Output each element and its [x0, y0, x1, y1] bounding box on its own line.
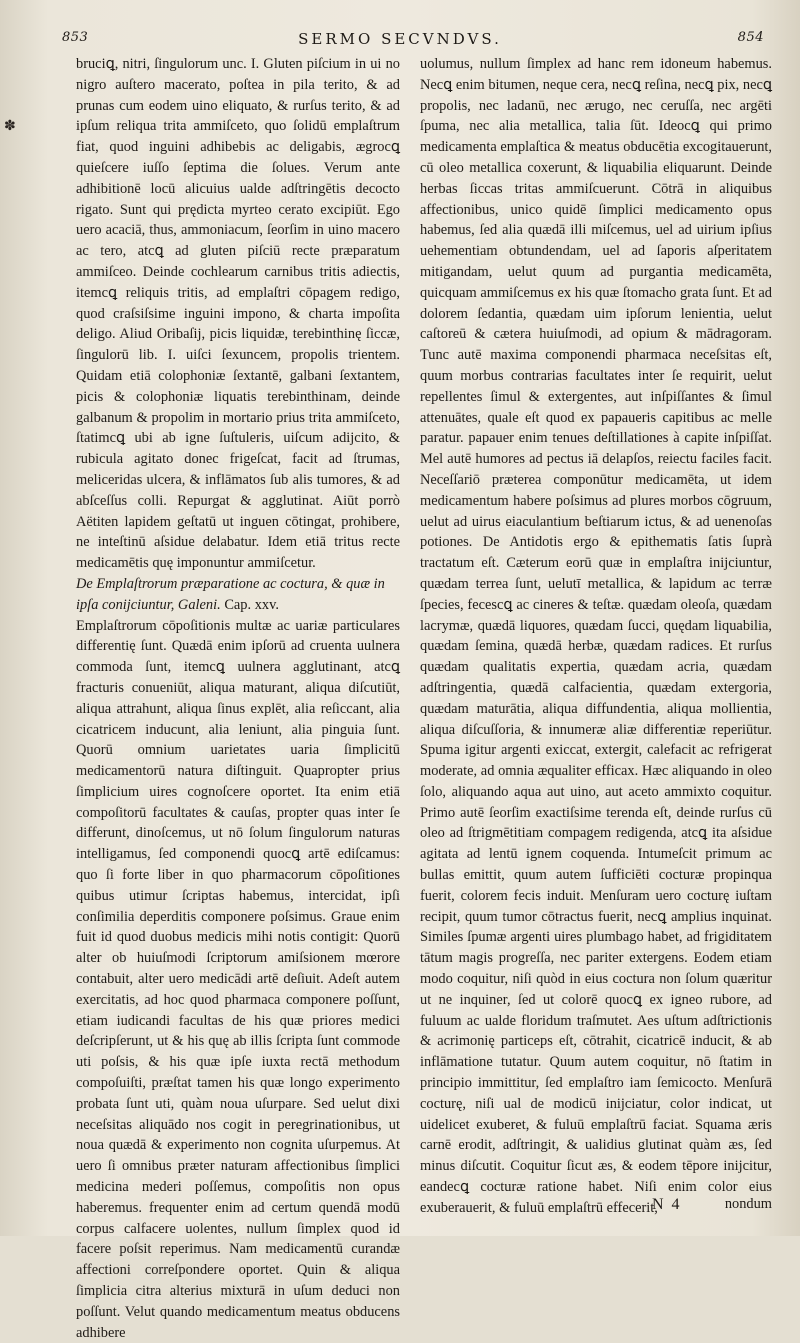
- chapter-number: Cap. xxv.: [224, 596, 279, 613]
- signature-mark: N 4: [652, 1196, 682, 1213]
- chapter-text-block: Emplaſtrorum cōpoſitionis multæ ac uariæ particulares differentię ſunt. Quædā enim ipſorū ad cruenta uulnera commoda ſunt, itemcꝗ uulnera agglutinant, atcꝗ fracturis conueniūt, aliqua maturant, aliqua diſcutiūt, aliqua attrahunt, aliqua ſinus explēt, alia reſiccant, alia cicatricem inducunt, alia leniunt, alia pinguia ſunt. Quorū omnium uarietates uaria ſimplicitū medicamentorū natura diſtinguit. Quapropter prius ſimplicium uires cognoſcere oportet. Ita enim etiā compoſitorū facultates & cauſas, propter quas inter ſe differunt, dinoſcemus, ut nō ſolum ſingulorum naturas intelligamus, ſed componendi quocꝗ artē ediſcamus: quo ſi forte liber in quo pharmacorum cōpoſitiones quibus utimur ſcriptas habemus, intercidat, ipſi conſimilia deperditis componere poſsimus. Graue enim fuit id quod duobus medicis mihi notis contigit: Quorū alter ob huiuſmodi ſcriptorum amiſsionem mœrore contabuit, alter uero medicādi artē deſiuit. Adeſt autem exercitatis, ad hoc quod pharmaca componere poſſunt, etiam iudicandi facultas de his quæ priores medici deſcripſerunt, ut & his quę ab illis ſcripta ſunt commode uti poſsis, & his quæ ipſe iuxta rectā methodum compoſuiſti, præſtat tamen his quæ longo experimento probata ſunt uti, quàm noua uſurpare. Sed uelut dixi neceſsitas aliquādo nos cogit in peregrinationibus, ut noua quædā & experimento non cognita uſurpemus. At uero ſi omnibus præter naturam affectionibus ſimplici medicina mederi poſſemus, compoſitis non opus haberemus. frequenter enim ad certum quendā modū corpus calfacere uolentes, nullum ſimplex quod id facere poſsit reperimus. Nam medicamentū curandæ affectioni correſpondere oportet. Quin & aliqua ſimplicia citra alterius mixturā in uſum deduci non poſſunt. Velut quando medicamentum meatus obducens adhibere: [76, 617, 400, 1341]
- page-number-right: 854: [737, 30, 764, 45]
- catchword: nondum: [724, 1196, 772, 1212]
- right-text-block: uolumus, nullum ſimplex ad hanc rem idoneum habemus. Necꝗ enim bitumen, neque cera, necꝗ reſina, necꝗ pix, necꝗ propolis, nec ladanū, nec ærugo, nec ceruſſa, nec argēti ſpuma, nec alia metallica, talia ſūt. Ideocꝗ qui primo medicamenta emplaſtica & meatus obducētia excogitauerunt, cū oleo metallica coxerunt, & liquabilia eliquarunt. Deinde herbas ſiccas tritas ammiſcuerunt. Cōtrā in aliquibus affectionibus, unico quidē ſimplici medicamento opus habemus, ſed alia quædā illi miſcemus, uel ad uirium ipſius uehementiam obtundendam, uel ad ſaporis aſperitatem mitigandam, uelut quum ad purgantia medicamēta, quicquam ammiſcemus ex his quæ ſtomacho grata ſunt. Et ad dolorem ſedantia, quædam uim ipſorum lenientia, uelut caſtoreū & cætera huiuſmodi, ad opium & mādragoram. Tunc autē maxima componendi pharmaca neceſsitas eſt, quum morbus contrarias facultates inter ſe requirit, uelut repellentes ſimul & extergentes, aut inſpiſſantes & ſimul attenuātes, quale eſt quod ex papaueris capitibus ac melle paratur. papauer enim tenues deſtillationes à capite inſpiſſat. Mel autē humores ad pectus iā delapſos, reiectu faciles facit. Neceſſariō præterea componūtur medicamēta, ut idem medicamentum habere poſsimus ad plures morbos cōgruum, uelut ad uirus eiaculantium beſtiarum ictus, & ad uenenoſas potiones. De Antidotis ergo & epithematis ſatis ſuprà tractatum eſt. Cæterum eorū quæ in emplaſtra inijciuntur, quædam terrea ſunt, uelutī metallica, & lapidum ac terræ ſpecies, fecescꝗ ac cineres & teſtæ. quædam oleoſa, quædam lacrymæ, quædā liquores, quædam ſucci, quędam liquabilia, quædam ſemina, quædā herbæ, quædam radices. Et rurſus quædam qualitatis expertia, quædam acria, quædam adſtringentia, quædā calfacientia, quædam extergoria, quædam maturātia, aliqua diffundentia, aliqua mollientia, aliqua diſcuſſoria, & innumeræ aliæ differentiæ reperiūtur. Spuma igitur argenti exiccat, extergit, calefacit ac refrigerat moderate, ad omnia æqualiter efficax. Hæc aliquando in oleo ſolo, aliquando aqua aut uino, aut aceto ammixto coquitur. Primo autē ſeorſim exactiſsime terenda eſt, deinde rurſus cū oleo ad ſtrigmētitiam compagem redigenda, atcꝗ ita aſsidue agitata ad lentū ignem coquenda. Intumeſcit primum ac bullas emittit, quum autem ſufficiēti cocturæ propinqua fuerit, colorem fecis induit. Menſuram uero cocturę iuſtam recipit, quum tumor cōtractus fuerit, necꝗ amplius inquinat. Similes ſpumæ argenti uires plumbago habet, ad frigiditatem tātum magis progreſſa, nec pariter extergens. Eodem etiam modo coquitur, niſi quòd in eius coctura non ſolum quæritur ut ne inquiner, ſed ut colorē quocꝗ ex igneo rubore, ad fuluum ac ualde floridum traſmutet. Aes uſtum adſtrictionis & acrimonię particeps eſt, cōtrahit, cicatricē inducit, & ab inflāmatione tutatur. Quum autem coquitur, nō ſtatim in principio immittitur, ſed emplaſtro iam ſemicocto. Menſurā cocturę, niſi ual de modicū inijciatur, color indicat, ut uidelicet exuberet, & fuluū emplaſtrū faciat. Squama æris carnē erodit, adſtringit, & ualidius glutinat quàm æs, ſed minus diſcutit. Coquitur ſicut æs, & eodem tēpore inijcitur, eandecꝗ cocturæ ratione habet. Niſi enim color eius exuberauerit, & fuluū emplaſtrū effecerit,: [420, 56, 772, 1216]
- left-text-block: bruciꝗ, nitri, ſingulorum unc. I. Gluten piſcium in ui no nigro auſtero macerato, poſtea in pila terito, & ad prunas cum eodem uino eliquato, & rurſus terito, & ad ipſum reliqua trita ammiſceto, quo ſolidū emplaſtrum fiat, quod inguini adhibebis ac deligabis, ægrocꝗ quieſcere iuſſo ſeptima die ſolues. Verum ante adhibitionē locū alicuius ualde adſtringētis decocto rigato. Sunt qui prędicta myrteo cerato excipiūt. Ego uero acaciā, thus, ammoniacum, ſeorſim in uino macero ac tero, atcꝗ ad gluten piſciū recte præparatum ammiſceo. Deinde cochlearum carnibus tritis adiectis, itemcꝗ reliquis tritis, ad emplaſtri cōpagem redigo, quod craſsiſsime inguini impono, & charta impoſita deligo. Aliud Oribaſij, picis liquidæ, terebinthinę ſiccæ, ſingulorū lib. I. uiſci ſexuncem, propolis trientem. Quidam etiā colophoniæ ſextantē, galbani ſextantem, picis & colophoniæ liquatis terebinthinam, deinde galbanum & propolim in mortario prius trita ammiſceto, ſtatimcꝗ ubi ab igne ſuſtuleris, uiſcum adijcito, & rubicula agitato donec frigeſcat, facit ad ſtrumas, meliceridas ulcera, & inflāmatos ſub alis tumores, & ad abſceſſus colli. Repurgat & agglutinat. Aiūt porrò Aëtiten lapidem geſtatū ut inguen cōtingat, prohibere, ne inteſtinū aſsidue delabatur. Idem etiā tritus recte medicamētis quę imponuntur ammiſcetur.: [76, 56, 400, 572]
- running-title: SERMO SECVNDVS.: [298, 30, 502, 48]
- page-header: [0, 30, 800, 56]
- chapter-caption-title: De Emplaſtrorum præparatione ac coctura, & quæ in ipſa conijciuntur, Galeni.: [76, 575, 385, 613]
- page-number-left: 853: [62, 30, 89, 45]
- chapter-caption: [76, 574, 400, 616]
- page-footer: [420, 1196, 772, 1220]
- margin-mark-icon: ✽: [4, 118, 16, 134]
- left-column: [76, 54, 400, 1341]
